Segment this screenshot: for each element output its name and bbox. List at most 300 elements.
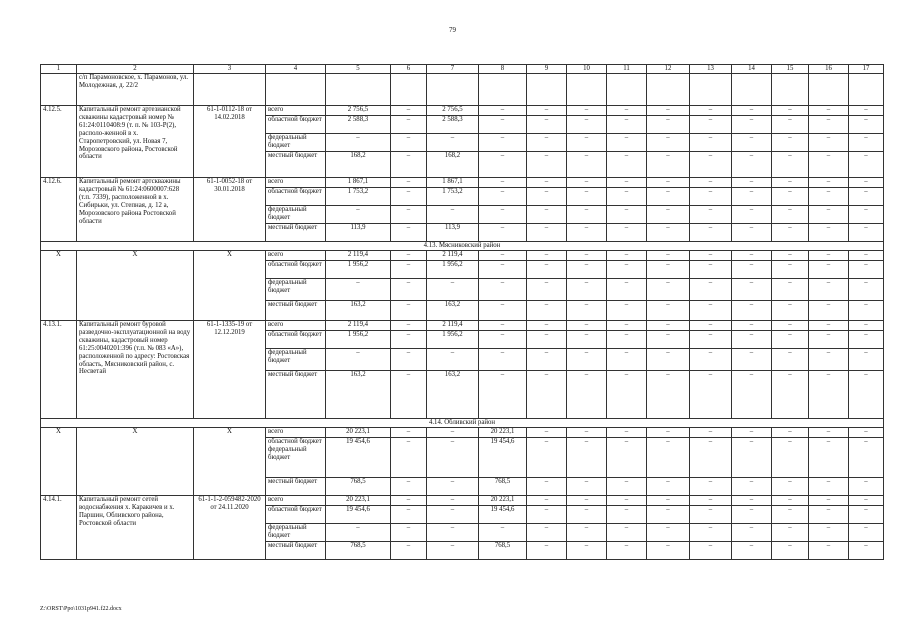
cell-dash: – xyxy=(607,496,647,506)
cell-dash: – xyxy=(391,251,427,261)
cell-value: 1 956,2 xyxy=(326,261,391,279)
fund-source: областной бюджет xyxy=(266,188,326,206)
cell-dash: – xyxy=(326,524,391,542)
fund-source-obl: областной бюджет xyxy=(268,438,322,445)
section-title: 4.13. Мясниковский район xyxy=(41,242,884,251)
cell-dash: – xyxy=(527,106,567,116)
x-mark: Х xyxy=(194,428,266,496)
cell-dash: – xyxy=(647,261,690,279)
x-mark: Х xyxy=(77,428,194,496)
cell-dash: – xyxy=(567,116,607,134)
cell-dash: – xyxy=(732,301,772,321)
section-row xyxy=(41,242,884,251)
fund-source: федеральный бюджет xyxy=(266,206,326,224)
cell-dash: – xyxy=(567,371,607,419)
fund-source: федеральный бюджет xyxy=(266,349,326,371)
cell-dash: – xyxy=(772,152,809,178)
cell-dash: – xyxy=(849,321,884,331)
cell-dash: – xyxy=(479,261,527,279)
cell-dash: – xyxy=(391,321,427,331)
cell-dash: – xyxy=(849,224,884,242)
cell-dash: – xyxy=(647,428,690,438)
cell-dash: – xyxy=(809,331,849,349)
cell-dash: – xyxy=(690,428,732,438)
cell-dash: – xyxy=(772,134,809,152)
cell-value: 1 753,2 xyxy=(326,188,391,206)
cell-dash: – xyxy=(690,279,732,301)
cell-value: 163,2 xyxy=(326,371,391,419)
fund-source xyxy=(266,438,326,478)
cell-dash: – xyxy=(567,152,607,178)
cell-dash: – xyxy=(427,496,479,506)
cell-dash: – xyxy=(809,188,849,206)
col-header: 5 xyxy=(326,65,391,74)
cell-dash: – xyxy=(567,279,607,301)
cell-dash: – xyxy=(607,371,647,419)
cell-dash: – xyxy=(391,506,427,524)
cell-value: 2 588,3 xyxy=(326,116,391,134)
cell-value: 768,5 xyxy=(479,542,527,560)
cell-dash: – xyxy=(732,438,772,478)
fund-source-fed: федеральный бюджет xyxy=(268,445,307,461)
cell-dash: – xyxy=(809,478,849,496)
section-row xyxy=(41,419,884,428)
cell-dash: – xyxy=(690,478,732,496)
expert-conclusion: 61-1-1-2-059482-2020 от 24.11.2020 xyxy=(194,496,266,560)
cell-dash: – xyxy=(772,438,809,478)
cell-dash: – xyxy=(809,371,849,419)
cell-dash: – xyxy=(809,224,849,242)
cell-dash: – xyxy=(391,106,427,116)
cell-dash: – xyxy=(391,331,427,349)
cell-value: 1 867,1 xyxy=(326,178,391,188)
page-number: 79 xyxy=(449,26,456,34)
cell-dash: – xyxy=(567,301,607,321)
cell-dash: – xyxy=(607,438,647,478)
table-row xyxy=(41,106,884,116)
cell-dash: – xyxy=(772,428,809,438)
cell-dash: – xyxy=(527,321,567,331)
cell-dash: – xyxy=(326,206,391,224)
cell-dash: – xyxy=(849,438,884,478)
cell-dash: – xyxy=(607,349,647,371)
cell-dash: – xyxy=(849,106,884,116)
cell-dash: – xyxy=(391,478,427,496)
cell-dash: – xyxy=(849,152,884,178)
cell-value: 19 454,6 xyxy=(479,438,527,478)
cell-dash: – xyxy=(567,478,607,496)
table-row-continuation xyxy=(41,74,884,106)
fund-source: местный бюджет xyxy=(266,542,326,560)
cell-dash: – xyxy=(772,116,809,134)
cell-dash: – xyxy=(772,301,809,321)
cell-dash: – xyxy=(647,178,690,188)
cell-dash: – xyxy=(809,496,849,506)
cell-dash: – xyxy=(607,524,647,542)
cell-dash: – xyxy=(849,542,884,560)
cell-dash: – xyxy=(647,524,690,542)
cell-dash: – xyxy=(809,279,849,301)
file-path-footer: Z:\ORST\Ppo\1031p941.f22.docx xyxy=(40,606,122,612)
cell-dash: – xyxy=(690,496,732,506)
table-row xyxy=(41,321,884,331)
cell-dash: – xyxy=(391,134,427,152)
col-header: 6 xyxy=(391,65,427,74)
cell-value: 768,5 xyxy=(326,542,391,560)
cell-dash: – xyxy=(567,506,607,524)
fund-source: федеральный бюджет xyxy=(266,524,326,542)
cell-dash: – xyxy=(772,524,809,542)
cell-dash: – xyxy=(690,134,732,152)
cell-dash: – xyxy=(567,178,607,188)
col-header: 1 xyxy=(41,65,77,74)
cell-dash: – xyxy=(849,188,884,206)
cell-dash: – xyxy=(849,116,884,134)
column-number-row xyxy=(41,65,884,74)
cell-dash: – xyxy=(647,279,690,301)
cell-value: 2 588,3 xyxy=(427,116,479,134)
cell-dash: – xyxy=(732,188,772,206)
cell-dash: – xyxy=(527,371,567,419)
cell-dash: – xyxy=(849,279,884,301)
cell-dash: – xyxy=(427,542,479,560)
cell-value: 163,2 xyxy=(427,301,479,321)
cell-dash: – xyxy=(647,116,690,134)
cell-value: 113,9 xyxy=(427,224,479,242)
cell-dash: – xyxy=(690,206,732,224)
cell-dash: – xyxy=(647,496,690,506)
cell-dash: – xyxy=(690,371,732,419)
section-title: 4.14. Обливский район xyxy=(41,419,884,428)
cell-dash: – xyxy=(567,524,607,542)
cell-dash: – xyxy=(647,331,690,349)
col-header: 17 xyxy=(849,65,884,74)
cell-dash: – xyxy=(527,542,567,560)
cell-dash: – xyxy=(690,438,732,478)
col-header: 14 xyxy=(732,65,772,74)
fund-source: областной бюджет xyxy=(266,116,326,134)
x-mark: Х xyxy=(77,251,194,321)
cell-value: 1 956,2 xyxy=(326,331,391,349)
table-row xyxy=(41,251,884,261)
cell-value: 20 223,1 xyxy=(326,428,391,438)
cell-value: 2 119,4 xyxy=(326,321,391,331)
cell-dash: – xyxy=(527,428,567,438)
cell-dash: – xyxy=(809,134,849,152)
cell-value: 163,2 xyxy=(427,371,479,419)
cell-dash: – xyxy=(391,301,427,321)
cell-dash: – xyxy=(690,349,732,371)
cell-dash: – xyxy=(849,371,884,419)
cell-dash: – xyxy=(427,349,479,371)
cell-dash: – xyxy=(607,224,647,242)
cell-dash: – xyxy=(479,116,527,134)
cell-dash: – xyxy=(391,438,427,478)
cell-dash: – xyxy=(391,224,427,242)
cell-dash: – xyxy=(479,106,527,116)
fund-source: местный бюджет xyxy=(266,224,326,242)
cell-dash: – xyxy=(479,224,527,242)
cell-dash: – xyxy=(607,106,647,116)
cell-dash: – xyxy=(690,224,732,242)
table-row xyxy=(41,496,884,506)
cell-dash: – xyxy=(732,428,772,438)
cell-dash: – xyxy=(732,349,772,371)
cell-dash: – xyxy=(527,251,567,261)
item-number: 4.13.1. xyxy=(41,321,77,419)
cell-dash: – xyxy=(849,428,884,438)
cell-dash: – xyxy=(809,261,849,279)
cell-dash: – xyxy=(326,279,391,301)
cell-dash: – xyxy=(772,279,809,301)
cell-dash: – xyxy=(809,206,849,224)
cell-dash: – xyxy=(809,542,849,560)
cell-dash: – xyxy=(690,251,732,261)
cell-dash: – xyxy=(527,331,567,349)
cell-dash: – xyxy=(527,478,567,496)
col-header: 3 xyxy=(194,65,266,74)
object-name: с/п Парамоновское, х. Парамонов, ул. Молодежная, д. 22/2 xyxy=(77,74,194,106)
cell-dash: – xyxy=(690,152,732,178)
cell-dash: – xyxy=(849,496,884,506)
cell-dash: – xyxy=(772,178,809,188)
cell-dash: – xyxy=(567,496,607,506)
cell-dash: – xyxy=(732,251,772,261)
cell-value: 1 753,2 xyxy=(427,188,479,206)
cell-dash: – xyxy=(391,428,427,438)
fund-source: местный бюджет xyxy=(266,371,326,419)
fund-source: всего xyxy=(266,178,326,188)
cell-dash: – xyxy=(391,371,427,419)
cell-dash: – xyxy=(732,152,772,178)
cell-dash: – xyxy=(772,349,809,371)
cell-dash: – xyxy=(809,251,849,261)
fund-source: всего xyxy=(266,428,326,438)
cell-dash: – xyxy=(607,478,647,496)
cell-dash: – xyxy=(527,134,567,152)
expert-conclusion: 61-1-0052-18 от 30.01.2018 xyxy=(194,178,266,242)
cell-dash: – xyxy=(527,178,567,188)
cell-dash: – xyxy=(809,428,849,438)
cell-value: 1 956,2 xyxy=(427,261,479,279)
expert-conclusion: 61-1-1335-19 от 12.12.2019 xyxy=(194,321,266,419)
cell-dash: – xyxy=(479,301,527,321)
cell-dash: – xyxy=(772,478,809,496)
cell-dash: – xyxy=(849,134,884,152)
cell-dash: – xyxy=(326,349,391,371)
cell-dash: – xyxy=(732,478,772,496)
x-mark: Х xyxy=(194,251,266,321)
fund-source: федеральный бюджет xyxy=(266,279,326,301)
cell-dash: – xyxy=(647,371,690,419)
cell-dash: – xyxy=(567,331,607,349)
cell-dash: – xyxy=(690,506,732,524)
cell-dash: – xyxy=(647,224,690,242)
fund-source: всего xyxy=(266,251,326,261)
cell-dash: – xyxy=(567,134,607,152)
cell-dash: – xyxy=(607,428,647,438)
cell-dash: – xyxy=(849,251,884,261)
cell-dash: – xyxy=(772,496,809,506)
cell-dash: – xyxy=(809,106,849,116)
cell-dash: – xyxy=(772,206,809,224)
cell-dash: – xyxy=(527,301,567,321)
cell-dash: – xyxy=(479,206,527,224)
fund-source: областной бюджет xyxy=(266,331,326,349)
cell-dash: – xyxy=(849,331,884,349)
cell-dash: – xyxy=(690,321,732,331)
object-name: Капитальный ремонт буровой разведочно-эксплуатационной на воду скважины, кадастровый номер 61:25:0040201:396 (т.п. № 083 «А»), расположенной по адресу: Ростовская область, Мясниковский район, с. Несветай xyxy=(77,321,194,419)
cell-dash: – xyxy=(427,506,479,524)
cell-dash: – xyxy=(567,438,607,478)
cell-dash: – xyxy=(479,321,527,331)
cell-dash: – xyxy=(479,178,527,188)
cell-dash: – xyxy=(391,178,427,188)
cell-dash: – xyxy=(391,206,427,224)
cell-dash: – xyxy=(607,188,647,206)
fund-source: местный бюджет xyxy=(266,152,326,178)
cell-dash: – xyxy=(391,496,427,506)
cell-dash: – xyxy=(427,206,479,224)
cell-dash: – xyxy=(607,152,647,178)
cell-dash: – xyxy=(690,178,732,188)
cell-dash: – xyxy=(849,478,884,496)
cell-dash: – xyxy=(391,152,427,178)
fund-source: всего xyxy=(266,496,326,506)
fund-source: областной бюджет xyxy=(266,506,326,524)
cell-dash: – xyxy=(391,188,427,206)
cell-dash: – xyxy=(647,349,690,371)
cell-dash: – xyxy=(527,349,567,371)
cell-dash: – xyxy=(607,134,647,152)
item-number: 4.14.1. xyxy=(41,496,77,560)
cell-dash: – xyxy=(391,524,427,542)
cell-dash: – xyxy=(647,134,690,152)
fund-source: местный бюджет xyxy=(266,301,326,321)
cell-dash: – xyxy=(391,542,427,560)
cell-dash: – xyxy=(567,251,607,261)
x-mark: Х xyxy=(41,251,77,321)
cell-dash: – xyxy=(527,206,567,224)
cell-dash: – xyxy=(647,301,690,321)
fund-source: всего xyxy=(266,321,326,331)
cell-dash: – xyxy=(607,506,647,524)
cell-dash: – xyxy=(479,371,527,419)
cell-dash: – xyxy=(567,188,607,206)
cell-value: 163,2 xyxy=(326,301,391,321)
cell-dash: – xyxy=(567,206,607,224)
cell-value: 768,5 xyxy=(326,478,391,496)
cell-dash: – xyxy=(732,106,772,116)
cell-dash: – xyxy=(809,349,849,371)
cell-dash: – xyxy=(809,506,849,524)
cell-dash: – xyxy=(391,349,427,371)
cell-dash: – xyxy=(690,301,732,321)
cell-dash: – xyxy=(607,279,647,301)
cell-dash: – xyxy=(690,331,732,349)
table-row xyxy=(41,428,884,438)
fund-source: федеральный бюджет xyxy=(266,134,326,152)
cell-dash: – xyxy=(732,506,772,524)
cell-dash: – xyxy=(647,106,690,116)
object-name: Капитальный ремонт артскважины кадастровый № 61:24:0600007:628 (т.п. 7339), расположенной в х. Сибирьки, ул. Степная, д. 12 а, Морозовского района Ростовской области xyxy=(77,178,194,242)
cell-dash: – xyxy=(527,279,567,301)
col-header: 11 xyxy=(607,65,647,74)
cell-dash: – xyxy=(690,524,732,542)
fund-source: областной бюджет xyxy=(266,261,326,279)
cell-dash: – xyxy=(772,371,809,419)
cell-dash: – xyxy=(732,524,772,542)
cell-dash: – xyxy=(732,116,772,134)
cell-dash: – xyxy=(607,178,647,188)
cell-dash: – xyxy=(849,178,884,188)
item-number: 4.12.6. xyxy=(41,178,77,242)
col-header: 10 xyxy=(567,65,607,74)
cell-dash: – xyxy=(567,542,607,560)
cell-dash: – xyxy=(607,206,647,224)
cell-value: 2 119,4 xyxy=(427,321,479,331)
object-name: Капитальный ремонт сетей водоснабжения х. Каракичев и х. Паршин, Обливского района, Ростовской области xyxy=(77,496,194,560)
cell-dash: – xyxy=(732,321,772,331)
cell-dash: – xyxy=(479,349,527,371)
cell-dash: – xyxy=(527,438,567,478)
table-row xyxy=(41,178,884,188)
cell-dash: – xyxy=(772,506,809,524)
cell-dash: – xyxy=(527,188,567,206)
budget-table xyxy=(40,64,884,560)
cell-dash: – xyxy=(809,524,849,542)
cell-value: 19 454,6 xyxy=(479,506,527,524)
cell-dash: – xyxy=(809,321,849,331)
cell-dash: – xyxy=(849,206,884,224)
cell-dash: – xyxy=(732,206,772,224)
cell-dash: – xyxy=(479,331,527,349)
cell-dash: – xyxy=(732,134,772,152)
cell-dash: – xyxy=(479,134,527,152)
col-header: 2 xyxy=(77,65,194,74)
cell-dash: – xyxy=(527,261,567,279)
cell-dash: – xyxy=(391,116,427,134)
cell-value: 168,2 xyxy=(326,152,391,178)
cell-dash: – xyxy=(772,321,809,331)
cell-dash: – xyxy=(809,178,849,188)
col-header: 8 xyxy=(479,65,527,74)
col-header: 13 xyxy=(690,65,732,74)
cell-dash: – xyxy=(607,301,647,321)
cell-dash: – xyxy=(527,506,567,524)
cell-dash: – xyxy=(391,279,427,301)
cell-dash: – xyxy=(607,116,647,134)
cell-dash: – xyxy=(732,371,772,419)
cell-dash: – xyxy=(527,496,567,506)
col-header: 12 xyxy=(647,65,690,74)
cell-value: 768,5 xyxy=(479,478,527,496)
cell-dash: – xyxy=(607,261,647,279)
cell-dash: – xyxy=(849,349,884,371)
cell-dash: – xyxy=(479,524,527,542)
fund-source: всего xyxy=(266,106,326,116)
cell-dash: – xyxy=(391,261,427,279)
cell-dash: – xyxy=(809,152,849,178)
cell-dash: – xyxy=(567,321,607,331)
cell-value: 19 454,6 xyxy=(326,438,391,478)
cell-dash: – xyxy=(567,106,607,116)
cell-value: 20 223,1 xyxy=(479,496,527,506)
cell-dash: – xyxy=(479,279,527,301)
cell-dash: – xyxy=(772,542,809,560)
cell-value: 2 119,4 xyxy=(326,251,391,261)
cell-dash: – xyxy=(772,106,809,116)
